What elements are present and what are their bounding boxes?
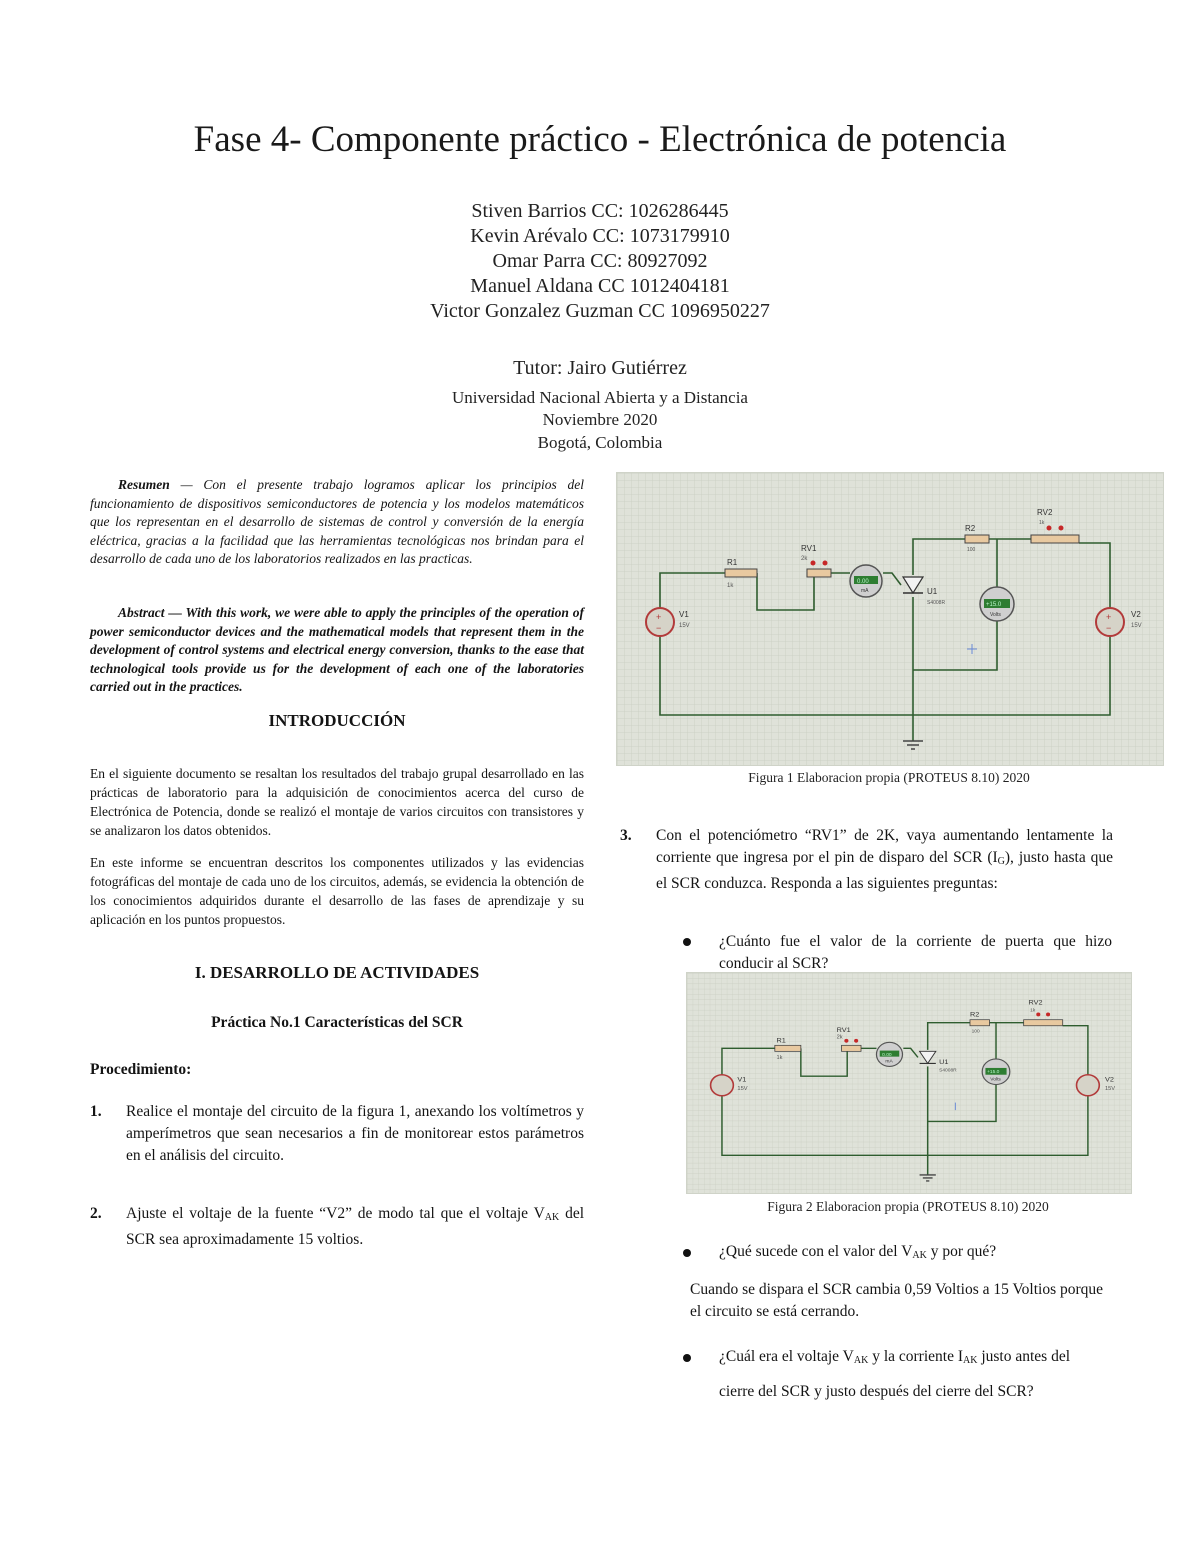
question-1: ¿Cuánto fue el valor de la corriente de puerta que hizo conducir al SCR? <box>719 933 1112 972</box>
intro-paragraph-2: En este informe se encuentran descritos los componentes utilizados y las evidencias fotográficas del montaje de cada uno de los circuitos, además, se evidencia la obtención de los conocimientos adquiridos durante el desarrollo de las fases de aprendizaje y su aplicación en los puntos propuestos. <box>90 855 584 927</box>
tutor: Tutor: Jairo Gutiérrez <box>513 357 687 379</box>
svg-text:−: − <box>656 623 662 633</box>
abstract-paragraph <box>90 604 584 697</box>
abstract-text: — With this work, we were able to apply the principles of the operation of power semiconductor devices and the mathematical models that represent them in the development of control systems and electrical energy conversion, thanks to the ease that technological tools provide us for the development of each one of the laboratories carried out in the practices. <box>90 605 584 694</box>
step-2-text: Ajuste el voltaje de la fuente “V2” de modo tal que el voltaje $V_{AK}$ del SCR sea aproximadamente 15 voltios. <box>126 1205 585 1248</box>
step-2 <box>90 1203 584 1251</box>
ammeter-1 <box>876 1042 902 1066</box>
svg-text:S4008R: S4008R <box>939 1067 957 1073</box>
figure-2-circuit <box>686 972 1132 1194</box>
circuit-schematic-1 <box>617 473 1163 765</box>
step-1 <box>90 1101 584 1171</box>
ammeter-1 <box>850 565 882 597</box>
practice-subheading: Práctica No.1 Características del SCR <box>211 1014 463 1031</box>
svg-text:0.00: 0.00 <box>857 579 869 585</box>
svg-text:RV1: RV1 <box>836 1026 851 1034</box>
author-4: Manuel Aldana CC 1012404181 <box>470 275 730 297</box>
svg-text:1k: 1k <box>1039 520 1045 526</box>
date: Noviembre 2020 <box>542 410 658 429</box>
svg-text:Volts: Volts <box>990 1076 1001 1082</box>
question-2: ¿Qué sucede con el valor del $V_{AK}$ y por qué? <box>719 1243 997 1261</box>
svg-text:15V: 15V <box>679 623 690 629</box>
svg-text:V2: V2 <box>1131 610 1141 619</box>
answer-2: Cuando se dispara el SCR cambia 0,59 Voltios a 15 Voltios porque el circuito se está cerrando. <box>690 1281 1104 1320</box>
svg-text:RV2: RV2 <box>1037 508 1053 517</box>
svg-text:RV1: RV1 <box>801 544 817 553</box>
svg-text:0.00: 0.00 <box>882 1052 892 1057</box>
bullet <box>683 1249 691 1257</box>
step-1-text: Realice el montaje del circuito de la figura 1, anexando los voltímetros y amperímetros que sean necesarios a fin de monitorear estos parámetros en el análisis del circuito. <box>126 1103 584 1164</box>
voltmeter-1 <box>982 1059 1010 1085</box>
abstract-label: Abstract <box>118 605 165 620</box>
svg-text:mA: mA <box>861 588 869 594</box>
voltmeter-1 <box>980 587 1014 621</box>
svg-text:+15.0: +15.0 <box>986 602 1002 608</box>
svg-text:+: + <box>1106 612 1112 622</box>
svg-text:R2: R2 <box>969 1011 980 1019</box>
svg-text:RV2: RV2 <box>1028 999 1043 1007</box>
svg-text:Volts: Volts <box>990 612 1001 618</box>
svg-text:R1: R1 <box>727 558 738 567</box>
city: Bogotá, Colombia <box>537 433 663 452</box>
question-3-line-1: ¿Cuál era el voltaje $V_{AK}$ y la corriente $I_{AK}$ justo antes del <box>719 1348 1071 1366</box>
author-1: Stiven Barrios CC: 1026286445 <box>471 200 729 222</box>
step-3 <box>620 825 1112 915</box>
figure-1-circuit <box>616 472 1164 766</box>
svg-text:15V: 15V <box>737 1085 748 1092</box>
svg-text:V1: V1 <box>737 1076 747 1084</box>
svg-text:R2: R2 <box>965 524 976 533</box>
svg-text:15V: 15V <box>1131 623 1142 629</box>
svg-text:U1: U1 <box>927 587 938 596</box>
figure-1-caption: Figura 1 Elaboracion propia (PROTEUS 8.10) 2020 <box>748 770 1030 785</box>
resumen-label: Resumen <box>118 477 170 492</box>
step-2-number: 2. <box>90 1205 102 1222</box>
svg-text:2k: 2k <box>836 1034 843 1041</box>
svg-text:mA: mA <box>885 1058 893 1064</box>
author-3: Omar Parra CC: 80927092 <box>492 250 708 272</box>
paper-title: Fase 4- Componente práctico - Electrónica de potencia <box>193 119 1007 160</box>
svg-text:R1: R1 <box>776 1037 786 1045</box>
svg-text:1k: 1k <box>1030 1007 1036 1013</box>
svg-text:V2: V2 <box>1104 1076 1114 1084</box>
svg-text:1k: 1k <box>776 1055 783 1061</box>
bullet <box>683 938 691 946</box>
svg-text:+15.0: +15.0 <box>987 1069 1000 1075</box>
svg-text:V1: V1 <box>679 610 689 619</box>
author-2: Kevin Arévalo CC: 1073179910 <box>470 225 730 247</box>
step-3-text: Con el potenciómetro “RV1” de 2K, vaya aumentando lentamente la corriente que ingresa por el pin de disparo del SCR $(I_G)$, justo hasta que el SCR conduzca. Responda a las siguientes preguntas: <box>656 827 1113 892</box>
svg-text:100: 100 <box>971 1028 980 1034</box>
procedure-label: Procedimiento: <box>90 1061 192 1078</box>
step-1-number: 1. <box>90 1103 102 1120</box>
author-5: Victor Gonzalez Guzman CC 1096950227 <box>430 300 770 322</box>
circuit-schematic-2 <box>687 973 1131 1193</box>
resumen-paragraph <box>90 476 584 569</box>
svg-text:2k: 2k <box>801 556 808 562</box>
svg-text:S4008R: S4008R <box>927 600 946 606</box>
svg-text:−: − <box>1106 623 1112 633</box>
question-3-line-2: cierre del SCR y justo después del cierre del SCR? <box>719 1383 1034 1400</box>
figure-2-caption: Figura 2 Elaboracion propia (PROTEUS 8.10) 2020 <box>767 1199 1049 1214</box>
section-heading: I. DESARROLLO DE ACTIVIDADES <box>194 963 480 982</box>
svg-text:U1: U1 <box>939 1059 949 1067</box>
svg-text:100: 100 <box>967 547 976 553</box>
bullet <box>683 1354 691 1362</box>
step-3-number: 3. <box>620 827 632 844</box>
svg-text:+: + <box>656 612 662 622</box>
svg-text:1k: 1k <box>727 583 734 589</box>
intro-heading: INTRODUCCIÓN <box>268 711 406 730</box>
svg-text:15V: 15V <box>1104 1085 1116 1092</box>
intro-paragraph-1: En el siguiente documento se resaltan los resultados del trabajo grupal desarrollado en las prácticas de laboratorio para la adquisición de conocimientos acerca del curso de Electrónica de Potencia, donde se realizó el montaje de varios circuitos con transistores y se analizaron los datos obtenidos. <box>90 766 584 838</box>
resumen-text: — Con el presente trabajo logramos aplicar los principios del funcionamiento de dispositivos semiconductores de potencia y los modelos matemáticos que los representan en el desarrollo de sistemas de control y conversión de la energía eléctrica, gracias a la facilidad que las herramientas tecnológicas nos brindan para el desarrollo de cada uno de los laboratorios realizados en las practicas. <box>90 477 584 566</box>
university: Universidad Nacional Abierta y a Distancia <box>452 388 748 407</box>
